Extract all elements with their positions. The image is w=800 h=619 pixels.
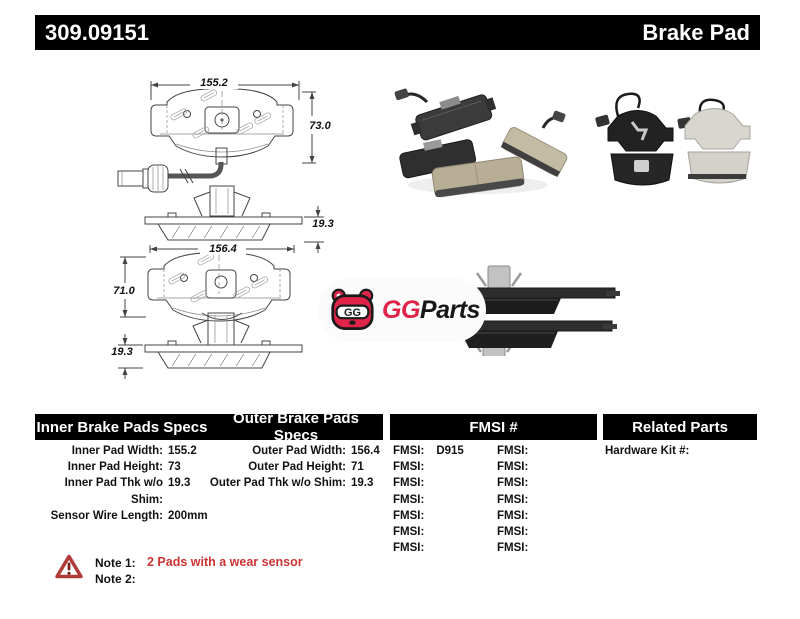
related-parts-table	[605, 443, 760, 459]
dim-outer-pad-width: 156.4	[200, 243, 246, 255]
logo-parts-text: Parts	[419, 295, 480, 324]
fmsi-row: FMSI:	[393, 509, 425, 522]
fmsi-row: FMSI:	[497, 493, 529, 506]
note1-text: 2 Pads with a wear sensor	[147, 555, 303, 569]
spec-row: Outer Pad Width: 156.4	[252, 445, 380, 457]
dim-outer-pad-height: 71.0	[106, 285, 142, 297]
fmsi-row: FMSI:	[497, 526, 529, 539]
fmsi-column-left	[393, 443, 493, 556]
fmsi-row: FMSI:	[393, 526, 425, 539]
fmsi-column-right	[497, 443, 597, 556]
fmsi-row: FMSI:	[497, 477, 529, 490]
dim-inner-pad-width: 155.2	[190, 77, 238, 89]
svg-text:GG: GG	[343, 307, 361, 320]
outer-specs-table	[208, 443, 388, 492]
spec-row: Inner Pad Height: 73	[67, 461, 181, 474]
part-number: 309.09151	[45, 19, 149, 45]
inner-specs-table	[35, 443, 213, 524]
outer-specs-title: Outer Brake Pads Specs	[233, 410, 359, 444]
fmsi-row: FMSI:	[497, 509, 529, 522]
specs-header-bar	[35, 410, 383, 444]
related-parts-title: Related Parts	[632, 418, 728, 436]
product-name: Brake Pad	[642, 19, 750, 45]
fmsi-row: FMSI:	[393, 477, 425, 490]
dim-outer-pad-thickness: 19.3	[104, 346, 140, 358]
title-bar	[35, 15, 760, 50]
fmsi-row: FMSI:	[393, 493, 425, 506]
note2-label: Note 2:	[95, 572, 136, 586]
dim-inner-pad-height: 73.0	[301, 120, 339, 132]
fmsi-row: FMSI:	[393, 461, 425, 474]
bear-mascot-icon	[330, 288, 376, 332]
technical-drawing	[40, 70, 340, 380]
note1-label: Note 1:	[95, 556, 136, 570]
product-photo-pads-angled	[393, 80, 571, 200]
fmsi-row: FMSI:	[497, 542, 529, 555]
fmsi-row: FMSI:	[393, 542, 425, 555]
ggparts-logo	[318, 278, 486, 342]
inner-specs-title: Inner Brake Pads Specs	[36, 418, 208, 436]
spec-row: Outer Pad Height: 71	[248, 461, 364, 474]
related-parts-header-bar	[603, 414, 757, 440]
product-photo-pads-paired	[588, 88, 758, 198]
fmsi-title: FMSI #	[469, 418, 518, 436]
dim-inner-pad-thickness: 19.3	[305, 218, 341, 230]
logo-gg-text: GG	[382, 295, 420, 324]
fmsi-row: FMSI:	[497, 445, 529, 457]
spec-row: Outer Pad Thk w/o Shim: 19.3	[209, 477, 374, 490]
warning-triangle-icon	[55, 554, 83, 579]
spec-row: Inner Pad Thk w/o Shim: 19.3	[64, 477, 191, 506]
related-parts-row: Hardware Kit #:	[605, 445, 690, 457]
spec-row: Sensor Wire Length: 200mm	[50, 509, 208, 522]
fmsi-header-bar	[390, 414, 597, 440]
fmsi-row: FMSI: D915	[393, 445, 464, 457]
spec-row: Inner Pad Width: 155.2	[71, 445, 197, 457]
ggparts-wordmark	[382, 296, 480, 325]
fmsi-row: FMSI:	[497, 461, 529, 474]
